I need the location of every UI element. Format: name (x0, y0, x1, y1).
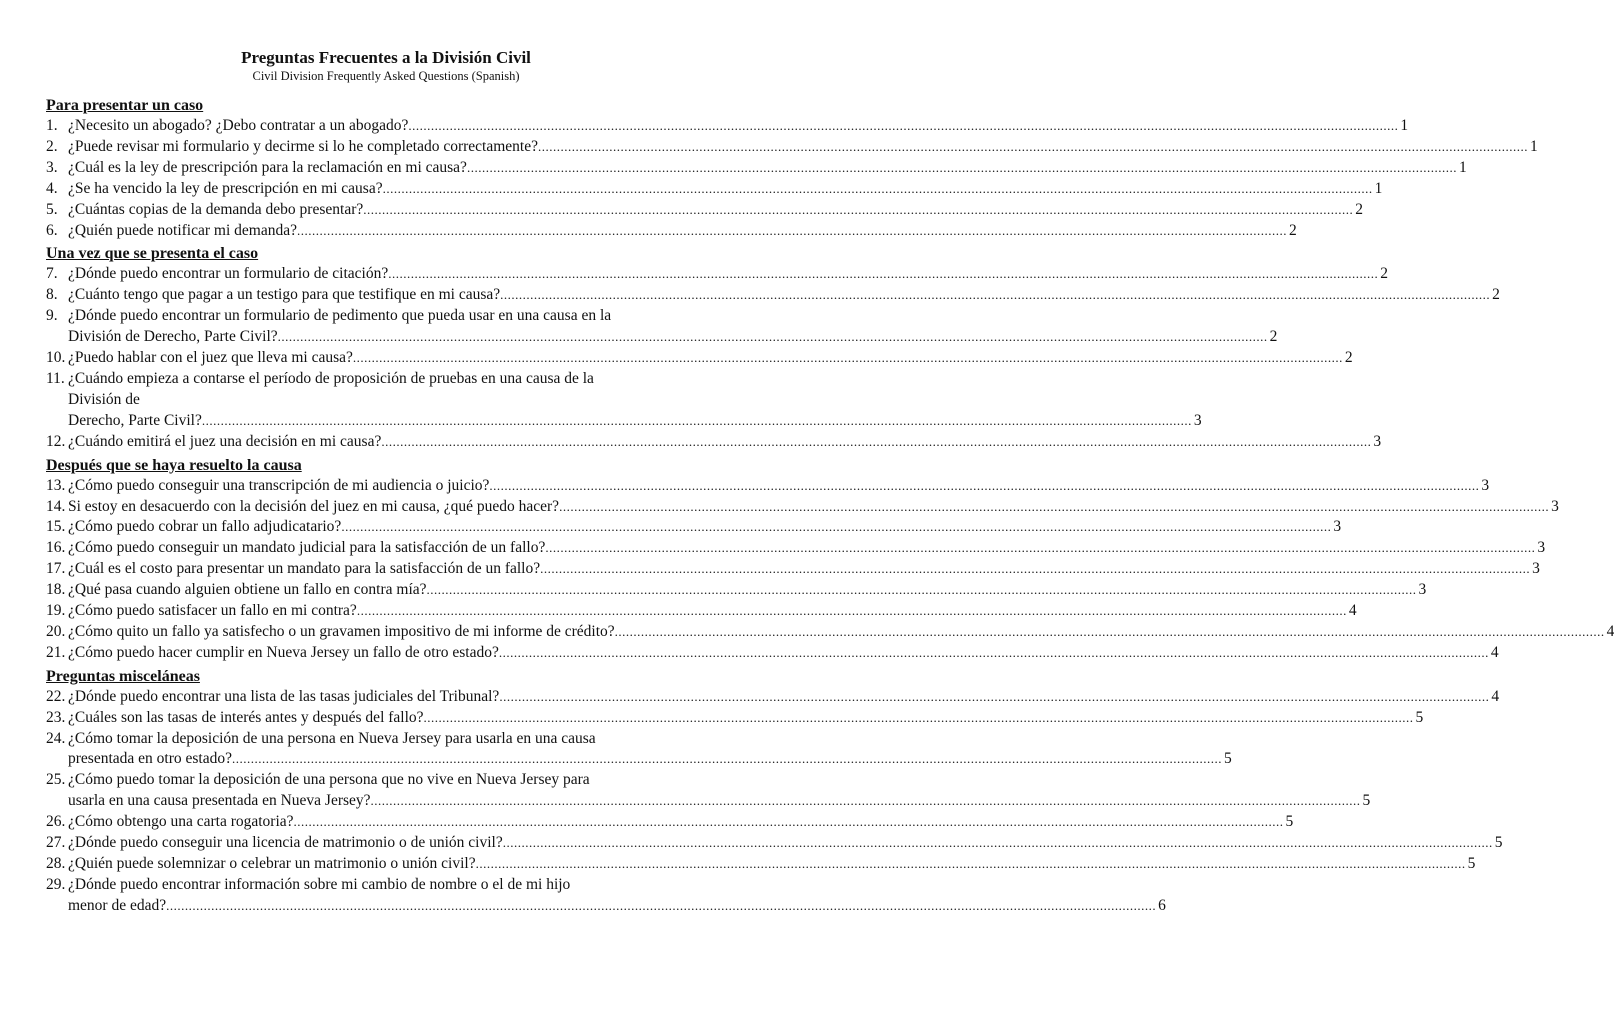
toc-entry (46, 200, 1363, 221)
toc-entry (46, 497, 1559, 518)
dot-leader (467, 158, 1457, 179)
toc-entry (46, 812, 1294, 833)
toc-entry (46, 559, 1540, 580)
entry-number: 9. (46, 307, 58, 325)
page-number: 2 (1492, 286, 1500, 304)
dot-leader (166, 896, 1156, 917)
entry-line: ¿Puedo hablar con el juez que lleva mi causa? (68, 349, 353, 367)
entry-line: ¿Dónde puedo encontrar una lista de las tasas judiciales del Tribunal? (68, 687, 500, 705)
entry-number: 15. (46, 518, 66, 536)
page-number: 1 (1374, 179, 1383, 197)
entry-last-line (68, 854, 1476, 875)
toc-entry (46, 432, 1382, 453)
toc-entry (46, 580, 1427, 601)
entry-number: 22. (46, 687, 66, 705)
toc-entry (46, 221, 1297, 242)
dot-leader (357, 601, 1347, 622)
entry-number: 12. (46, 432, 66, 450)
entry-line: ¿Quién puede solemnizar o celebrar un matrimonio o unión civil? (68, 855, 476, 872)
entry-number: 6. (46, 221, 58, 239)
entry-number: 28. (46, 855, 66, 872)
dot-leader (489, 476, 1479, 497)
entry-text (68, 497, 1559, 518)
page-number: 1 (1529, 137, 1538, 155)
entry-text (68, 687, 1500, 708)
entry-number: 20. (46, 622, 66, 640)
page-number: 2 (1269, 328, 1278, 346)
entry-number: 11. (46, 369, 65, 387)
page-title: Preguntas Frecuentes a la División Civil (241, 48, 531, 67)
entry-line: ¿Cuándo emitirá el juez una decisión en mi causa? (68, 432, 382, 450)
entry-last-line (68, 158, 1467, 179)
entry-line: ¿Quién puede notificar mi demanda? (68, 221, 297, 239)
entry-number: 23. (46, 708, 66, 726)
entry-text (68, 264, 1388, 285)
dot-leader (538, 137, 1528, 158)
entry-line: ¿Cuál es el costo para presentar un mandato para la satisfacción de un fallo? (68, 560, 541, 578)
dot-leader (371, 791, 1361, 812)
toc-section (46, 456, 1614, 664)
entry-last-line (68, 432, 1382, 453)
page-number: 3 (1418, 581, 1427, 599)
entry-line: ¿Cómo puedo tomar la deposición de una persona que no vive en Nueva Jersey para (68, 771, 590, 789)
dot-leader (388, 264, 1378, 285)
entry-line: ¿Cuál es la ley de prescripción para la reclamación en mi causa? (68, 158, 467, 176)
entry-last-line (68, 687, 1500, 708)
entry-text (68, 875, 1166, 917)
entry-text (68, 306, 1278, 348)
entry-last-line (68, 221, 1297, 242)
entry-line: ¿Cómo puedo conseguir una transcripción de mi audiencia o juicio? (68, 476, 490, 494)
entry-number: 17. (46, 560, 66, 578)
entry-line: ¿Cuánto tengo que pagar a un testigo para que testifique en mi causa? (68, 286, 501, 304)
section-heading: Preguntas misceláneas (46, 667, 200, 685)
page-number: 3 (1333, 518, 1342, 536)
entry-line: ¿Cómo quito un fallo ya satisfecho o un gravamen impositivo de mi informe de crédito? (68, 622, 615, 640)
page-number: 5 (1467, 855, 1476, 872)
entry-number: 4. (46, 179, 58, 197)
entry-number: 25. (46, 771, 66, 789)
entry-text (68, 476, 1490, 497)
dot-leader (499, 643, 1489, 664)
toc-section (46, 667, 1503, 917)
page-number: 3 (1373, 432, 1382, 450)
page-number: 3 (1551, 497, 1559, 515)
entry-line: ¿Cómo puedo hacer cumplir en Nueva Jersey un fallo de otro estado? (68, 643, 499, 661)
entry-last-line (68, 833, 1503, 854)
page-number: 2 (1344, 349, 1353, 367)
page-number: 4 (1491, 687, 1500, 705)
entry-number: 2. (46, 137, 58, 155)
page-number: 3 (1532, 560, 1540, 578)
entry-line: usarla en una causa presentada en Nueva Jersey? (68, 792, 371, 810)
entry-last-line (68, 179, 1383, 200)
entry-text (68, 729, 1232, 771)
dot-leader (615, 622, 1605, 643)
entry-number: 14. (46, 497, 66, 515)
entry-text (68, 708, 1424, 729)
toc-entry (46, 137, 1538, 158)
entry-line: ¿Dónde puedo encontrar un formulario de pedimento que pueda usar en una causa en la (68, 307, 612, 325)
entry-number: 21. (46, 643, 66, 661)
toc-entry (46, 622, 1614, 643)
entry-line: menor de edad? (68, 896, 167, 914)
page-number: 5 (1223, 750, 1232, 768)
page-number: 3 (1481, 476, 1490, 494)
toc-entry (46, 369, 1202, 432)
section-heading: Una vez que se presenta el caso (46, 245, 259, 263)
entry-number: 18. (46, 581, 66, 599)
page-number: 5 (1415, 708, 1424, 726)
dot-leader (424, 708, 1414, 729)
entry-text (68, 854, 1476, 875)
entry-line: ¿Necesito un abogado? ¿Debo contratar a un abogado? (68, 117, 409, 134)
entry-line: ¿Cuáles son las tasas de interés antes y después del fallo? (68, 708, 424, 726)
dot-leader (499, 687, 1489, 708)
page-number: 4 (1606, 622, 1614, 640)
dot-leader (427, 580, 1417, 601)
dot-leader (559, 497, 1549, 518)
entry-number: 16. (46, 539, 66, 557)
section-heading: Para presentar un caso (46, 97, 204, 114)
entry-text (68, 179, 1383, 200)
entry-number: 5. (46, 200, 58, 218)
toc-entry (46, 708, 1424, 729)
entry-text (68, 348, 1353, 369)
entry-text (68, 770, 1371, 812)
document-page (46, 48, 1614, 920)
dot-leader (353, 348, 1343, 369)
entry-text (68, 517, 1342, 538)
entry-last-line (68, 812, 1294, 833)
entry-line: ¿Cómo tomar la deposición de una persona en Nueva Jersey para usarla en una causa (68, 729, 596, 747)
toc-entry (46, 264, 1388, 285)
toc-entry (46, 348, 1353, 369)
entry-number: 19. (46, 602, 66, 620)
toc-entry (46, 476, 1490, 497)
dot-leader (545, 538, 1535, 559)
toc-entry (46, 875, 1166, 917)
entry-text (68, 137, 1538, 158)
entry-number: 8. (46, 286, 58, 304)
entry-line: Derecho, Parte Civil? (68, 411, 202, 429)
entry-text (68, 200, 1363, 221)
dot-leader (232, 749, 1222, 770)
entry-number: 3. (46, 158, 58, 176)
entry-line: División de Derecho, Parte Civil? (68, 328, 278, 346)
dot-leader (408, 116, 1398, 137)
page-number: 5 (1362, 792, 1371, 810)
page-number: 2 (1355, 200, 1363, 218)
dot-leader (503, 833, 1493, 854)
page-number: 4 (1348, 602, 1357, 620)
toc-entry (46, 158, 1467, 179)
toc-entry (46, 285, 1500, 306)
dot-leader (341, 517, 1331, 538)
entry-line: Si estoy en desacuerdo con la decisión del juez en mi causa, ¿qué puedo hacer? (68, 497, 560, 515)
entry-last-line (68, 559, 1540, 580)
entry-text (68, 369, 1202, 432)
page-number: 4 (1490, 643, 1499, 661)
entry-last-line (68, 348, 1353, 369)
entry-number: 26. (46, 813, 66, 831)
dot-leader (540, 559, 1530, 580)
entry-text (68, 432, 1382, 453)
entry-last-line (68, 643, 1499, 664)
page-number: 2 (1380, 265, 1388, 283)
toc-entry (46, 538, 1546, 559)
toc-entry (46, 517, 1342, 538)
entry-last-line (68, 749, 1232, 770)
entry-line: ¿Dónde puedo conseguir una licencia de matrimonio o de unión civil? (68, 834, 503, 852)
toc-entry (46, 179, 1383, 200)
entry-number: 7. (46, 265, 58, 283)
entry-text (68, 158, 1467, 179)
entry-line: ¿Dónde puedo encontrar información sobre mi cambio de nombre o el de mi hijo (68, 875, 571, 893)
dot-leader (383, 179, 1373, 200)
entry-line: ¿Cómo puedo satisfacer un fallo en mi contra? (68, 602, 357, 620)
page-number: 2 (1288, 221, 1297, 239)
entry-line: ¿Cómo puedo conseguir un mandato judicial para la satisfacción de un fallo? (68, 539, 546, 557)
entry-last-line (68, 601, 1357, 622)
entry-number: 13. (46, 476, 66, 494)
table-of-contents (46, 96, 1614, 917)
entry-number: 24. (46, 729, 66, 747)
dot-leader (278, 327, 1268, 348)
dot-leader (294, 812, 1284, 833)
entry-text (68, 559, 1540, 580)
toc-entry (46, 854, 1476, 875)
entry-line: ¿Puede revisar mi formulario y decirme si lo he completado correctamente? (68, 137, 538, 155)
entry-last-line (68, 497, 1559, 518)
entry-line: presentada en otro estado? (68, 750, 232, 768)
entry-last-line (68, 896, 1166, 917)
entry-last-line (68, 622, 1614, 643)
entry-number: 29. (46, 875, 66, 893)
entry-line: ¿Dónde puedo encontrar un formulario de citación? (68, 265, 389, 283)
page-number: 1 (1458, 158, 1467, 176)
toc-section (46, 244, 1500, 452)
toc-entry (46, 116, 1409, 137)
toc-section (46, 96, 1538, 241)
dot-leader (297, 221, 1287, 242)
dot-leader (202, 411, 1192, 432)
page-number: 3 (1193, 411, 1202, 429)
page-number: 6 (1158, 896, 1166, 914)
entry-last-line (68, 791, 1371, 812)
section-heading: Después que se haya resuelto la causa (46, 456, 302, 474)
page-subtitle: Civil Division Frequently Asked Questions (Spanish) (252, 69, 520, 83)
entry-last-line (68, 285, 1500, 306)
entry-last-line (68, 411, 1202, 432)
page-number: 1 (1400, 117, 1409, 134)
entry-text (68, 285, 1500, 306)
entry-number: 1. (46, 117, 58, 134)
entry-last-line (68, 517, 1342, 538)
entry-last-line (68, 327, 1278, 348)
entry-last-line (68, 116, 1409, 137)
toc-entry (46, 833, 1503, 854)
entry-line: ¿Cuándo empieza a contarse el período de proposición de pruebas en una causa de la (68, 369, 594, 387)
entry-line: División de (68, 390, 140, 408)
entry-text (68, 538, 1546, 559)
entry-line: ¿Cómo obtengo una carta rogatoria? (68, 813, 294, 831)
entry-last-line (68, 708, 1424, 729)
toc-entry (46, 306, 1278, 348)
page-number: 3 (1537, 539, 1546, 557)
entry-text (68, 580, 1427, 601)
entry-last-line (68, 264, 1388, 285)
entry-text (68, 601, 1357, 622)
entry-number: 27. (46, 834, 66, 852)
entry-text (68, 221, 1297, 242)
toc-entry (46, 770, 1371, 812)
dot-leader (381, 432, 1371, 453)
entry-line: ¿Qué pasa cuando alguien obtiene un fallo en contra mía? (68, 581, 427, 599)
entry-last-line (68, 538, 1546, 559)
dot-leader (500, 285, 1490, 306)
entry-line: ¿Cuántas copias de la demanda debo presentar? (68, 200, 364, 218)
entry-text (68, 812, 1294, 833)
page-number: 5 (1494, 834, 1503, 852)
entry-line: ¿Se ha vencido la ley de prescripción en mi causa? (68, 179, 383, 197)
dot-leader (476, 854, 1466, 875)
entry-last-line (68, 580, 1427, 601)
entry-last-line (68, 137, 1538, 158)
toc-entry (46, 687, 1500, 708)
entry-number: 10. (46, 349, 66, 367)
entry-last-line (68, 200, 1363, 221)
entry-text (68, 116, 1409, 137)
entry-line: ¿Cómo puedo cobrar un fallo adjudicatario? (68, 518, 342, 536)
toc-entry (46, 601, 1357, 622)
toc-entry (46, 643, 1499, 664)
toc-entry (46, 729, 1232, 771)
dot-leader (363, 200, 1353, 221)
entry-last-line (68, 476, 1490, 497)
entry-text (68, 622, 1614, 643)
entry-text (68, 833, 1503, 854)
page-number: 5 (1285, 813, 1294, 831)
entry-text (68, 643, 1499, 664)
